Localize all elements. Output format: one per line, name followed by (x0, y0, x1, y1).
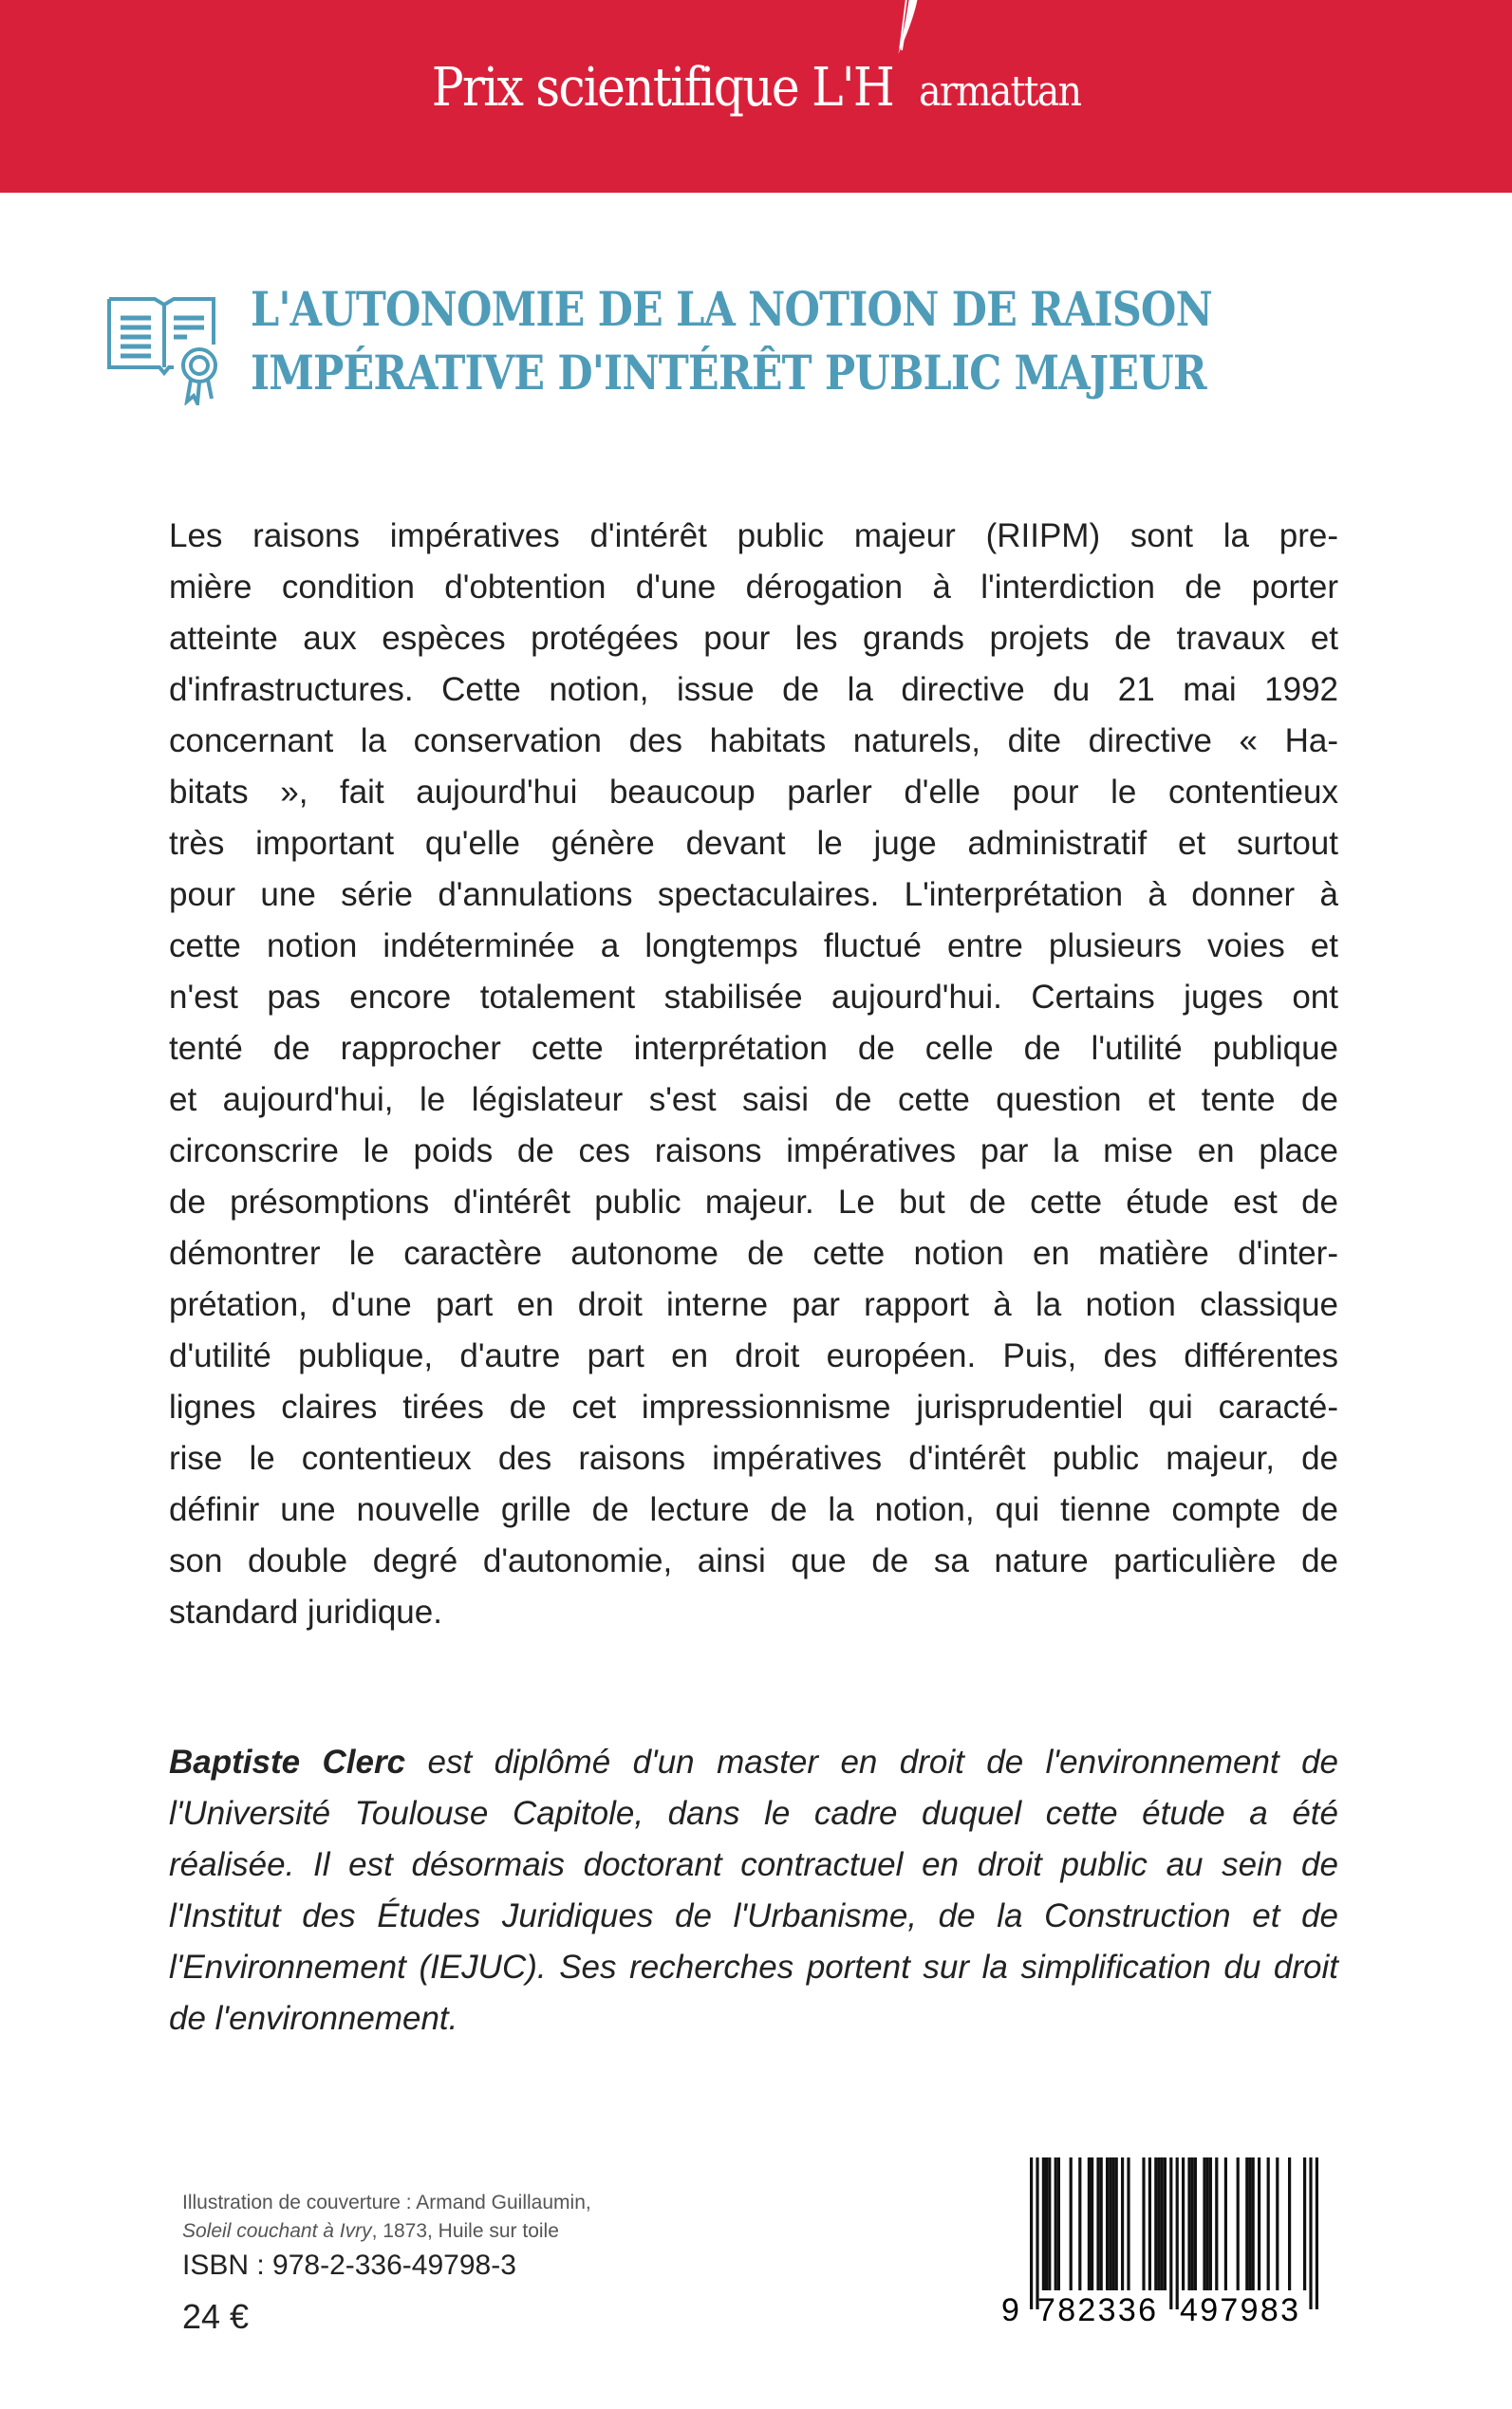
summary-line: Les raisons impératives d'intérêt public majeur (RIIPM) sont la pre- (169, 517, 1338, 554)
bio-text: est diplômé d'un master en droit de l'environnement de (405, 1744, 1338, 1781)
summary-line: bitats », fait aujourd'hui beaucoup parler d'elle pour le contentieux (169, 774, 1338, 811)
author-name: Baptiste Clerc (169, 1744, 406, 1781)
title-line-1: L'AUTONOMIE DE LA NOTION DE RAISON (251, 281, 1212, 337)
barcode-bar (1209, 2157, 1212, 2290)
barcode-bar (1191, 2157, 1194, 2290)
barcode-bar (1045, 2157, 1048, 2290)
summary-line: de présomptions d'intérêt public majeur. Le but de cette étude est de (169, 1184, 1338, 1221)
barcode-bar (1276, 2157, 1279, 2290)
bio-line: l'Institut des Études Juridiques de l'Urbanisme, de la Construction et de (169, 1897, 1338, 1934)
barcode-bar (1115, 2157, 1118, 2290)
barcode-bar (1203, 2157, 1205, 2290)
logo-h: H (852, 57, 894, 119)
publisher-banner (0, 0, 1512, 193)
barcode-bar (1157, 2157, 1160, 2290)
artwork-title: Soleil couchant à Ivry (182, 2220, 372, 2242)
quill-icon (893, 67, 919, 105)
summary-line: circonscrire le poids de ces raisons impératives par la mise en place (169, 1132, 1338, 1169)
cover-credits (182, 2189, 591, 2246)
summary-line: standard juridique. (169, 1594, 442, 1631)
barcode-bar (1154, 2157, 1157, 2290)
logo-text-rest: armattan (919, 67, 1081, 116)
summary-line: rise le contentieux des raisons impératives d'intérêt public majeur, de (169, 1440, 1338, 1477)
title-line-2: IMPÉRATIVE D'INTÉRÊT PUBLIC MAJEUR (251, 345, 1206, 401)
bio-line: l'Université Toulouse Capitole, dans le cadre duquel cette étude a été (169, 1795, 1338, 1832)
summary-line: cette notion indéterminée a longtemps fluctué entre plusieurs voies et (169, 927, 1338, 964)
barcode-digit-prefix: 9 (1001, 2292, 1019, 2325)
credits-line: Illustration de couverture : Armand Guillaumin, (182, 2192, 591, 2213)
barcode-bar (1169, 2157, 1172, 2309)
barcode-bar (1176, 2157, 1179, 2309)
barcode-bar (1036, 2157, 1038, 2309)
summary-line: définir une nouvelle grille de lecture de la notion, qui tienne compte de (169, 1491, 1338, 1528)
barcode-bar (1267, 2157, 1270, 2290)
book-title (251, 277, 1212, 404)
price: 24 € (182, 2297, 250, 2336)
summary-line: mière condition d'obtention d'une dérogation à l'interdiction de porter (169, 569, 1338, 606)
barcode-bar (1142, 2157, 1145, 2290)
summary-line: prétation, d'une part en droit interne par rapport à la notion classique (169, 1286, 1338, 1323)
barcode-bar (1245, 2157, 1248, 2290)
bio-line: de l'environnement. (169, 2000, 458, 2037)
bio-line: réalisée. Il est désormais doctorant contractuel en droit public au sein de (169, 1846, 1338, 1883)
summary-line: atteinte aux espèces protégées pour les grands projets de travaux et (169, 620, 1338, 657)
barcode-bar (1127, 2157, 1129, 2290)
barcode-digits-left: 782336 (1037, 2292, 1156, 2325)
book-certificate-icon (107, 289, 226, 405)
barcode-bar (1091, 2157, 1093, 2290)
barcode-bar (1164, 2157, 1167, 2290)
bio-line: l'Environnement (IEJUC). Ses recherches portent sur la simplification du droit (169, 1949, 1338, 1986)
barcode-bar (1042, 2157, 1045, 2290)
barcode-bar (1100, 2157, 1103, 2290)
barcode-bar (1030, 2157, 1033, 2309)
summary-line: et aujourd'hui, le législateur s'est saisi de cette question et tente de (169, 1081, 1338, 1118)
summary-line: d'utilité publique, d'autre part en droit européen. Puis, des différentes (169, 1337, 1338, 1374)
summary-line: son double degré d'autonomie, ainsi que de sa nature particulière de (169, 1542, 1338, 1579)
barcode-bar (1206, 2157, 1209, 2290)
barcode-bar (1109, 2157, 1111, 2290)
barcode-bar (1088, 2157, 1091, 2290)
publisher-logo (76, 57, 1437, 119)
barcode-bar (1048, 2157, 1051, 2290)
barcode-bar (1316, 2157, 1318, 2309)
summary-line: tenté de rapprocher cette interprétation de celle de l'utilité publique (169, 1030, 1338, 1067)
logo-text: Prix scientifique L' (431, 57, 853, 119)
barcode-bar (1258, 2157, 1260, 2290)
barcode-bar (1224, 2157, 1227, 2290)
barcode-bar (1096, 2157, 1099, 2290)
barcode-bar (1215, 2157, 1218, 2290)
summary-line: pour une série d'annulations spectaculaires. L'interprétation à donner à (169, 876, 1338, 913)
summary-line: très important qu'elle génère devant le juge administratif et surtout (169, 825, 1338, 862)
barcode-bar (1248, 2157, 1251, 2290)
barcode-bar (1078, 2157, 1081, 2290)
summary-line: lignes claires tirées de cet impressionnisme jurisprudentiel qui caracté- (169, 1389, 1338, 1426)
barcode-bar (1148, 2157, 1151, 2290)
barcode-bar (1237, 2157, 1240, 2290)
barcode-bar (1309, 2157, 1312, 2309)
barcode-bar (1111, 2157, 1114, 2290)
barcode-bar (1070, 2157, 1073, 2290)
summary-line: démontrer le caractère autonome de cette notion en matière d'inter- (169, 1235, 1338, 1272)
barcode-bar (1161, 2157, 1164, 2290)
bio-line (169, 1737, 1338, 1788)
summary-line: d'infrastructures. Cette notion, issue de la directive du 21 mai 1992 (169, 671, 1338, 708)
barcode-bar (1187, 2157, 1190, 2290)
barcode-digits-right: 497983 (1180, 2292, 1298, 2325)
barcode-bar (1055, 2157, 1057, 2290)
barcode-bar (1106, 2157, 1109, 2290)
artwork-details: , 1873, Huile sur toile (371, 2220, 559, 2242)
summary-line: concernant la conservation des habitats naturels, dite directive « Ha- (169, 722, 1338, 759)
barcode (1001, 2150, 1329, 2325)
summary-text (169, 511, 1338, 1638)
barcode-bar (1057, 2157, 1060, 2290)
isbn: ISBN : 978-2-336-49798-3 (182, 2250, 516, 2281)
barcode-bar (1121, 2157, 1124, 2290)
summary-line: n'est pas encore totalement stabilisée aujourd'hui. Certains juges ont (169, 979, 1338, 1016)
barcode-bar (1252, 2157, 1255, 2290)
barcode-bar (1182, 2157, 1185, 2290)
barcode-bar (1288, 2157, 1291, 2290)
author-bio (169, 1737, 1338, 2045)
barcode-bar (1303, 2157, 1306, 2290)
barcode-bar (1194, 2157, 1197, 2290)
